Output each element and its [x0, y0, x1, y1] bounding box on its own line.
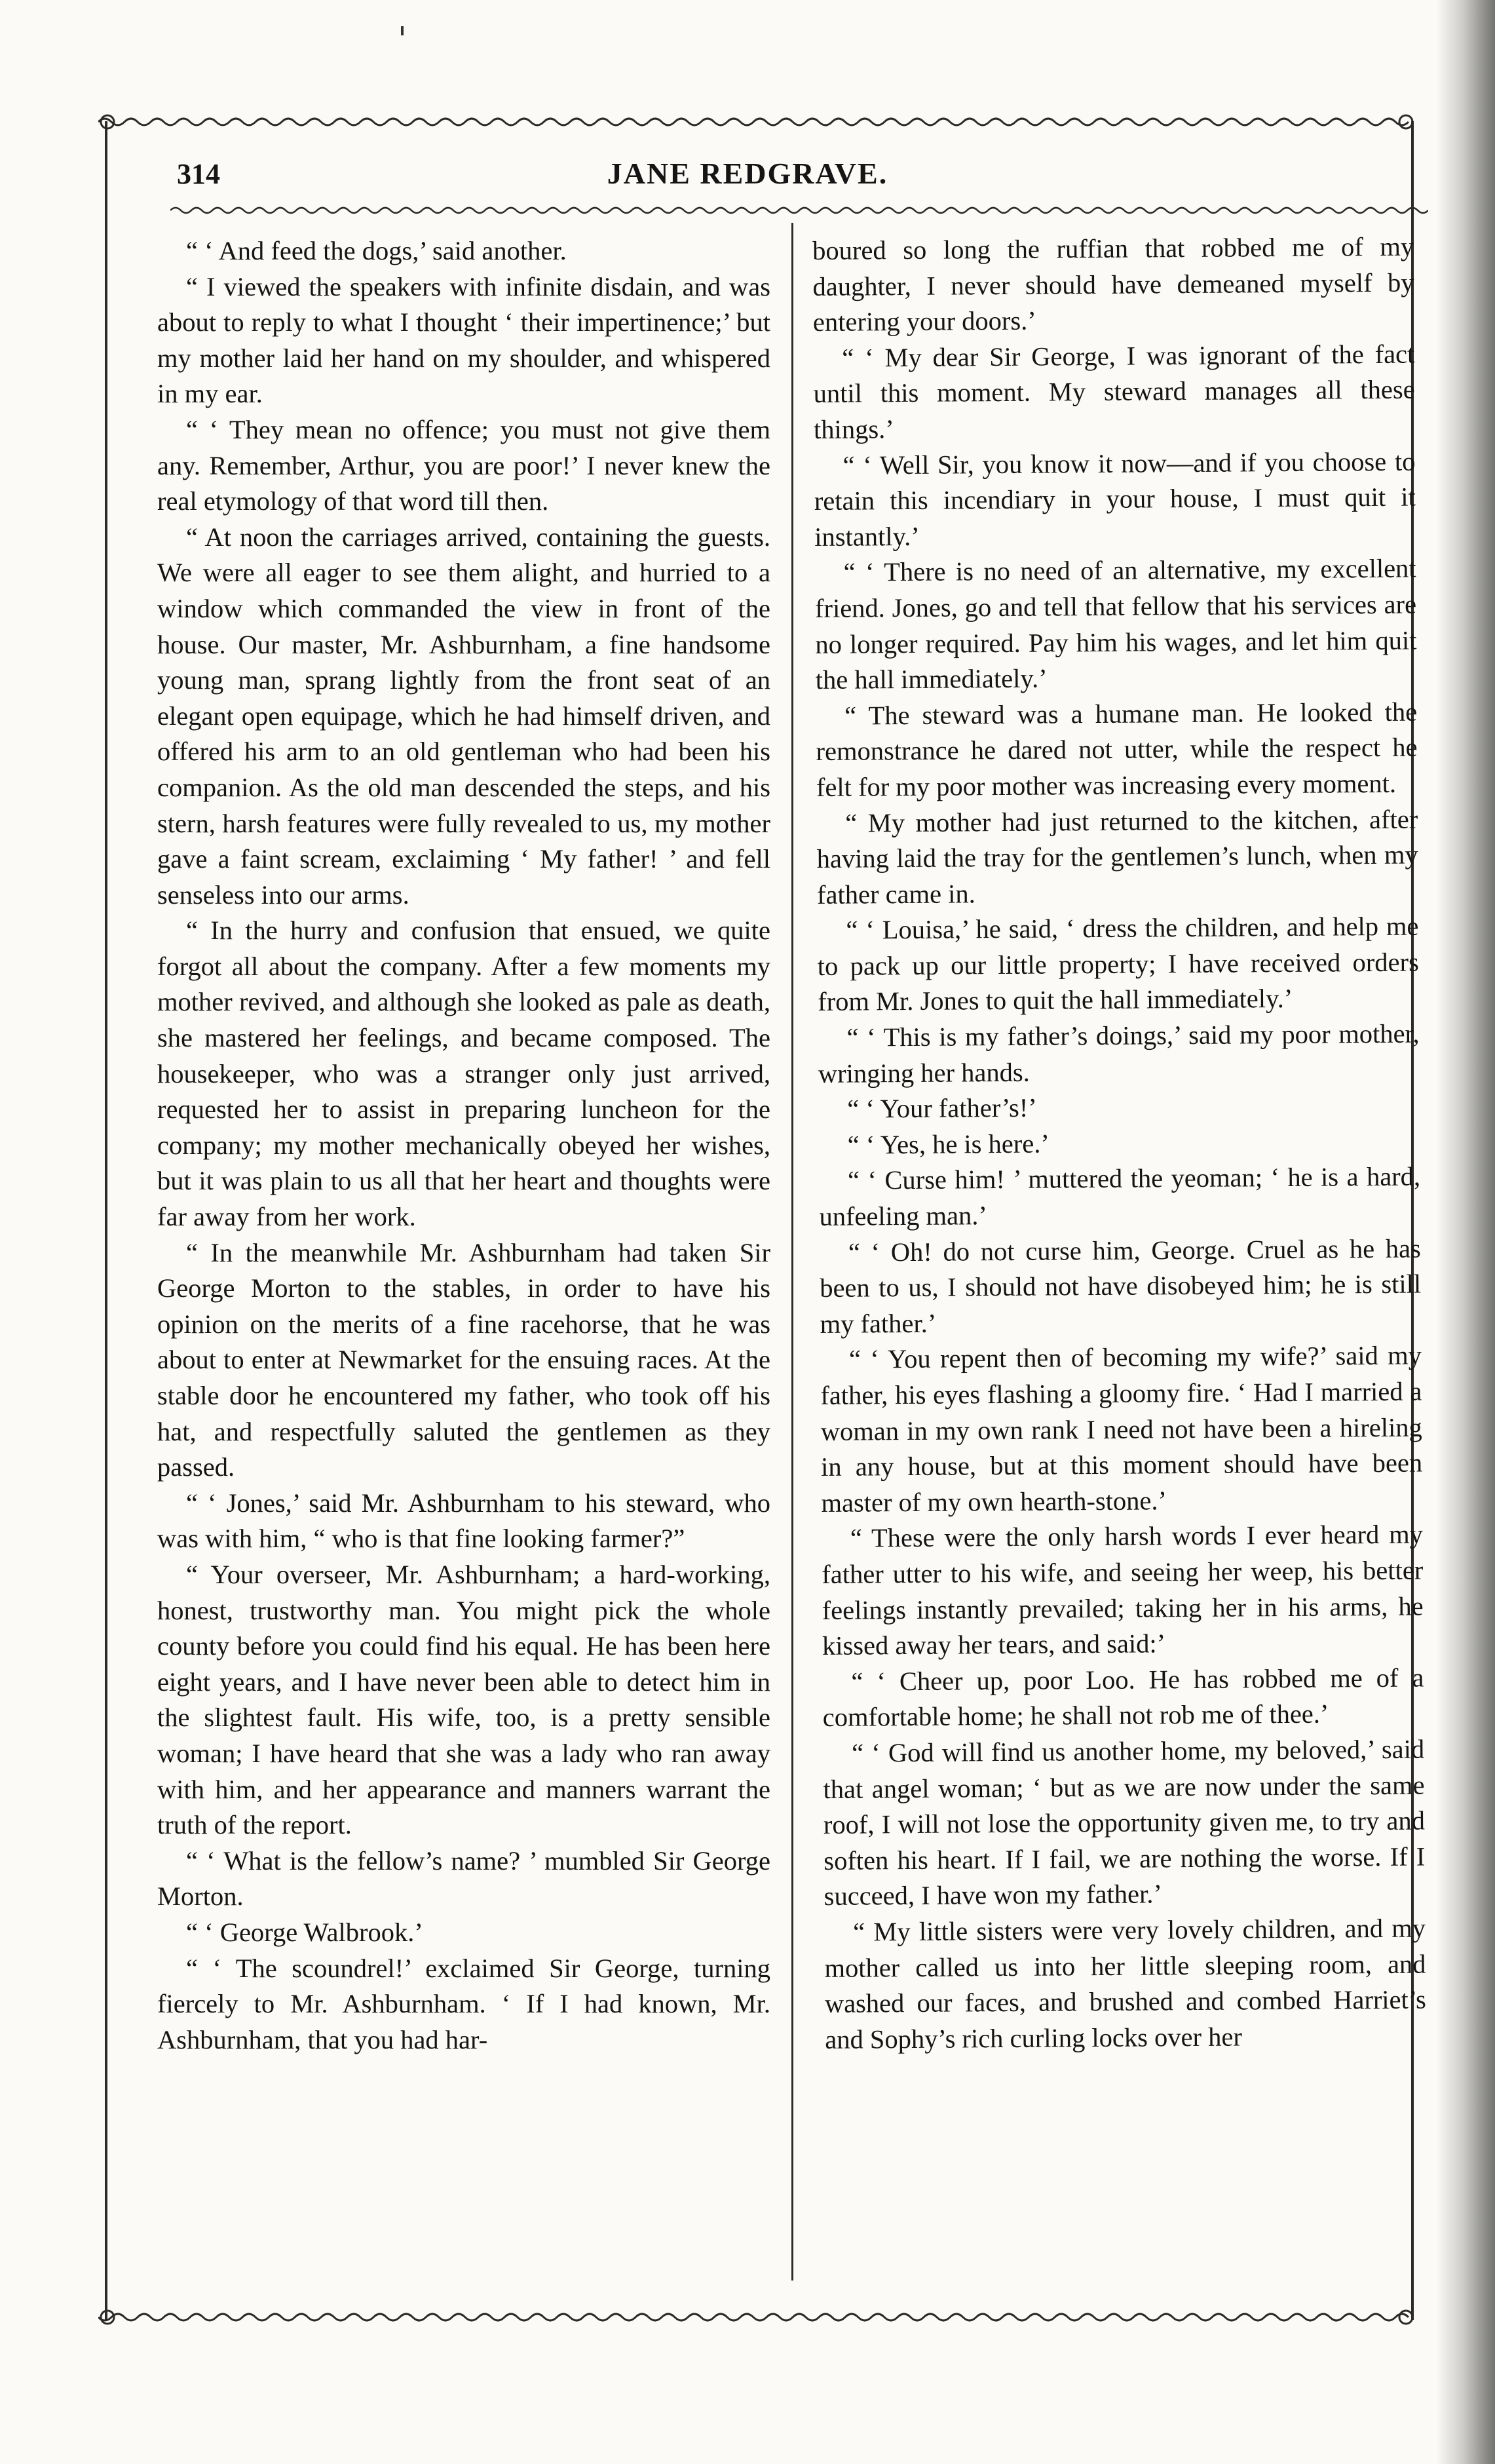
paragraph: “ ‘ The scoundrel!’ exclaimed Sir George, turning fiercely to Mr. Ashburnham. ‘ If I had known, Mr. Ashburnham, that you had har- [157, 1953, 770, 2054]
paragraph: boured so long the ruffian that robbed me of my daughter, I never should have demeaned myself by entering your doors.’ [812, 231, 1414, 337]
paragraph: “ In the meanwhile Mr. Ashburnham had taken Sir George Morton to the stables, in order to have his opinion on the merits of a fine racehorse, that he was about to enter at Newmarket for the ensuing races. At the stable door he encountered my father, who took off his hat, and respectfully saluted the gentlemen as they passed. [157, 1237, 770, 1482]
paragraph: “ ‘ Oh! do not curse him, George. Cruel as he has been to us, I should not have disobeyed him; he is still my father.’ [820, 1233, 1422, 1339]
paragraph: “ ‘ Jones,’ said Mr. Ashburnham to his steward, who was with him, “ who is that fine looking farmer?” [157, 1488, 770, 1554]
paragraph: “ ‘ God will find us another home, my beloved,’ said that angel woman; ‘ but as we are now under the same roof, I will not lose the opportunity given me, to try and soften his heart. If I fail, we are nothing the worse. If I succeed, I have won my father.’ [823, 1734, 1426, 1912]
paragraph: “ ‘ Yes, he is here.’ [847, 1128, 1050, 1160]
paragraph: “ ‘ There is no need of an alternative, my excellent friend. Jones, go and tell that fellow that his services are no longer required. Pay him his wages, and let him quit the hall immediately.’ [814, 553, 1417, 695]
paragraph: “ ‘ Well Sir, you know it now—and if you choose to retain this incendiary in your house, I must quit it instantly.’ [814, 446, 1416, 552]
running-title: JANE REDGRAVE. [607, 157, 888, 190]
header-ornamental-rule [170, 203, 1428, 218]
paragraph: “ ‘ What is the fellow’s name? ’ mumbled Sir George Morton. [157, 1845, 770, 1912]
paragraph: “ My mother had just returned to the kitchen, after having laid the tray for the gentlemen’s lunch, when my father came in. [816, 804, 1418, 910]
paragraph: “ ‘ This is my father’s doings,’ said my poor mother, wringing her hands. [818, 1018, 1420, 1088]
paragraph: “ ‘ Curse him! ’ muttered the yeoman; ‘ he is a hard, unfeeling man.’ [819, 1161, 1421, 1231]
paragraph: “ ‘ You repent then of becoming my wife?’ said my father, his eyes flashing a gloomy fire. ‘ Had I married a woman in my own rank I need not have been a hireling in any house, but at this moment should have been master of my own hearth-stone.’ [820, 1340, 1423, 1518]
paragraph: “ ‘ George Walbrook.’ [186, 1917, 423, 1947]
paragraph: “ These were the only harsh words I ever heard my father utter to his wife, and seeing her weep, his better feelings instantly prevailed; taking her in his arms, he kissed away her tears, and said:’ [822, 1519, 1424, 1661]
paragraph: “ ‘ Louisa,’ he said, ‘ dress the children, and help me to pack up our little property; I have received orders from Mr. Jones to quit the hall immediately.’ [817, 911, 1419, 1017]
paragraph: “ I viewed the speakers with infinite disdain, and was about to reply to what I thought ‘ their impertinence;’ but my mother laid her hand on my shoulder, and whispered in my ear. [157, 271, 770, 409]
paragraph: “ ‘ They mean no offence; you must not give them any. Remember, Arthur, you are poor!’ I never knew the real etymology of that word till then. [157, 414, 770, 516]
right-text-column [812, 229, 1426, 2058]
ink-speck [401, 26, 404, 35]
left-text-column [157, 233, 770, 2058]
paragraph: “ ‘ And feed the dogs,’ said another. [186, 236, 567, 265]
running-head [0, 149, 1495, 202]
column-divider [791, 223, 793, 2281]
paragraph: “ Your overseer, Mr. Ashburnham; a hard-working, honest, trustworthy man. You might pick the whole county before you could find his equal. He has been here eight years, and I have never been able to detect him in the slightest fault. His wife, too, is a pretty sensible woman; I have heard that she was a lady who ran away with him, and her appearance and manners warrant the truth of the report. [157, 1559, 770, 1840]
paragraph: “ At noon the carriages arrived, containing the guests. We were all eager to see them alight, and hurried to a window which commanded the view in front of the house. Our master, Mr. Ashburnham, a fine handsome young man, sprang lightly from the front seat of an elegant open equipage, which he had himself driven, and offered his arm to an old gentleman who had been his companion. As the old man descended the steps, and his stern, harsh features were fully revealed to us, my mother gave a faint scream, exclaiming ‘ My father! ’ and fell senseless into our arms. [157, 522, 770, 910]
paragraph: “ The steward was a humane man. He looked the remonstrance he dared not utter, while the respect he felt for my poor mother was increasing every moment. [816, 697, 1418, 802]
paragraph: “ ‘ Cheer up, poor Loo. He has robbed me of a comfortable home; he shall not rob me of thee.’ [822, 1663, 1424, 1733]
paragraph: “ ‘ My dear Sir George, I was ignorant of the fact until this moment. My steward manages all these things.’ [813, 339, 1415, 444]
bottom-ornamental-rule [98, 2308, 1415, 2326]
paragraph: “ My little sisters were very lovely children, and my mother called us into her little sleeping room, and washed our faces, and brushed and combed Harriet’s and Sophy’s rich curling locks over her [824, 1913, 1426, 2054]
page-edge-shadow [1436, 0, 1495, 2464]
paragraph: “ ‘ Your father’s!’ [847, 1092, 1037, 1124]
paragraph: “ In the hurry and confusion that ensued, we quite forgot all about the company. After a few moments my mother revived, and although she looked as pale as death, she mastered her feelings, and became composed. The housekeeper, who was a stranger only just arrived, requested her to assist in preparing luncheon for the company; my mother mechanically obeyed her wishes, but it was plain to us all that her heart and thoughts were far away from her work. [157, 915, 770, 1232]
page-number: 314 [177, 158, 220, 190]
